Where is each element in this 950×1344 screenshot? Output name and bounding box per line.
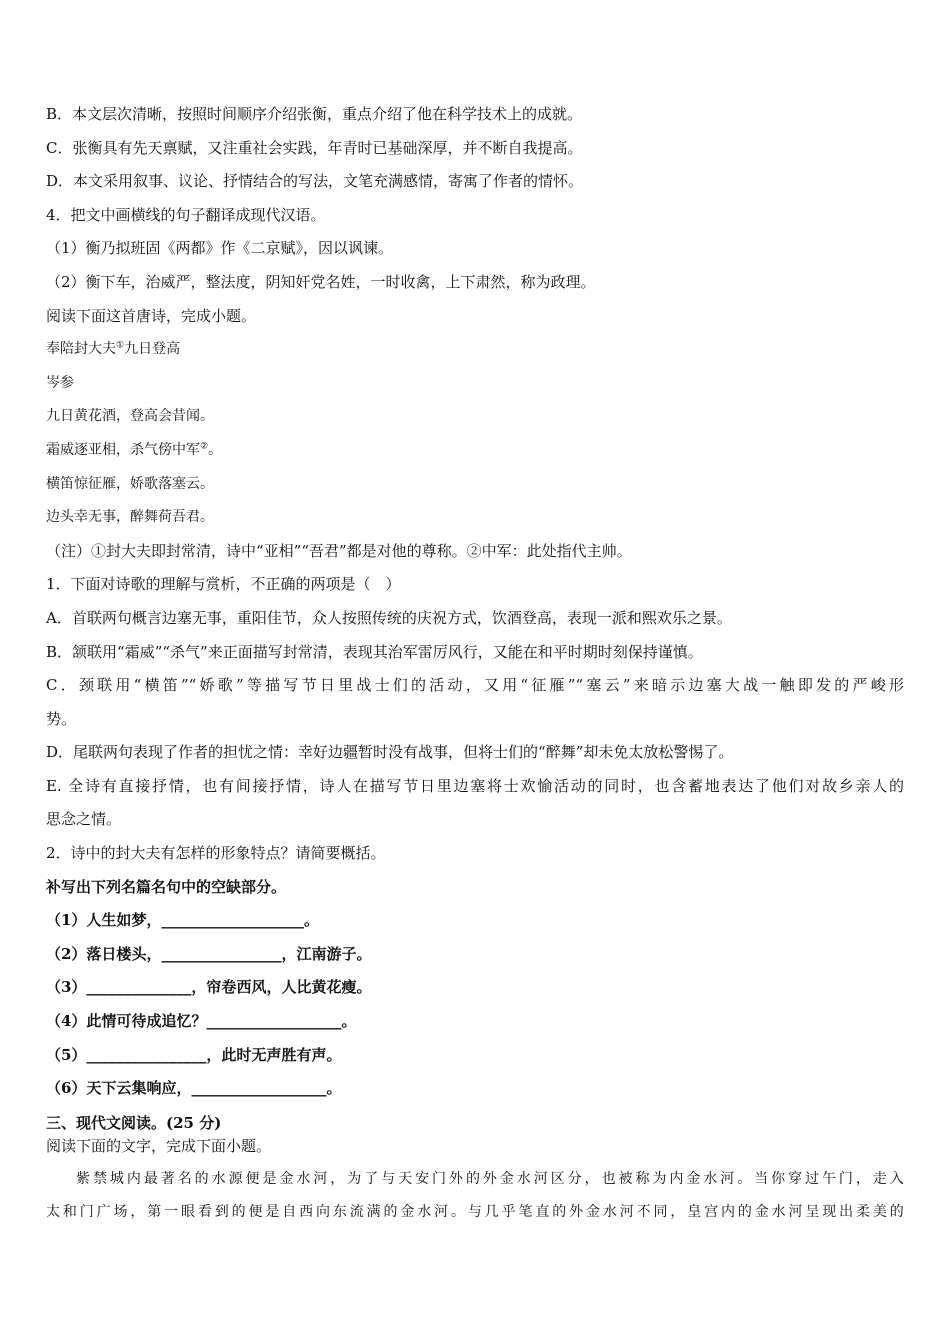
poem-note: （注）①封大夫即封常清，诗中“亚相”“吾君”都是对他的尊称。②中军：此处指代主帅。	[46, 541, 632, 560]
question-4-sentence-2: （2）衡下车，治威严，整法度，阴知奸党名姓，一时收禽，上下肃然，称为政理。	[46, 272, 596, 291]
poem-option-e-line-2: 思念之情。	[46, 810, 122, 829]
article-paragraph-1-line-1: 紫禁城内最著名的水源便是金水河，为了与天安门外的外金水河区分，也被称为内金水河。当你穿过午门，走入	[76, 1170, 904, 1187]
poem-line-4: 边头幸无事，醉舞荷吾君。	[46, 509, 214, 526]
poem-option-c-line-2: 势。	[46, 709, 77, 728]
question-4-title: 4．把文中画横线的句子翻译成现代汉语。	[46, 205, 326, 224]
fill-blank-item-5: （5）________________，此时无声胜有声。	[46, 1045, 342, 1064]
poem-line-3: 横笛惊征雁，娇歌落塞云。	[46, 475, 214, 492]
fill-blank-item-2: （2）落日楼头，________________，江南游子。	[46, 944, 372, 963]
fill-blank-item-6: （6）天下云集响应，__________________。	[46, 1079, 342, 1098]
poem-option-a: A．首联两句概言边塞无事，重阳佳节，众人按照传统的庆祝方式，饮酒登高，表现一派和熙欢乐之景。	[46, 608, 732, 627]
poem-question-1-title: 1．下面对诗歌的理解与赏析，不正确的两项是（ ）	[46, 575, 401, 594]
poem-title	[46, 333, 904, 367]
article-paragraph-1-line-2: 太和门广场，第一眼看到的便是自西向东流满的金水河。与几乎笔直的外金水河不同，皇宫内的金水河呈现出柔美的	[46, 1204, 904, 1221]
poem-line-1: 九日黄花酒，登高会昔闻。	[46, 408, 214, 425]
poem-line-2-end: 。	[208, 441, 223, 458]
poem-option-e-line-1: E. 全诗有直接抒情，也有间接抒情，诗人在描写节日里边塞将士欢愉活动的同时，也含蓄地表达了他们对故乡亲人的	[46, 776, 904, 795]
poem-option-d: D．尾联两句表现了作者的担忧之情：幸好边疆暂时没有战事，但将士们的“醉舞”却未免太放松警惕了。	[46, 743, 734, 762]
poem-title-note-mark: ①	[116, 340, 125, 351]
option-c-prev: C．张衡具有先天禀赋，又注重社会实践，年青时已基础深厚，并不断自我提高。	[46, 138, 583, 157]
poem-line-2-text: 霜威逐亚相，杀气傍中军	[46, 441, 200, 458]
section-3-title: 三、现代文阅读。(25 分)	[46, 1113, 222, 1132]
poem-title-part-2: 九日登高	[124, 341, 181, 358]
fill-blank-title: 补写出下列名篇名句中的空缺部分。	[46, 877, 287, 896]
question-4-sentence-1: （1）衡乃拟班固《两都》作《二京赋》，因以讽谏。	[46, 239, 394, 258]
fill-blank-item-1: （1）人生如梦，___________________。	[46, 911, 319, 930]
poem-line-2-note-mark: ②	[200, 441, 209, 452]
option-b-prev: B．本文层次清晰，按照时间顺序介绍张衡，重点介绍了他在科学技术上的成就。	[46, 105, 583, 123]
fill-blank-item-4: （4）此情可待成追忆？__________________。	[46, 1012, 357, 1031]
poem-option-c-line-1: C．颈联用“横笛”“娇歌”等描写节日里战士们的活动，又用“征雁”“塞云”来暗示边塞大战一触即发的严峻形	[46, 676, 904, 695]
poem-intro: 阅读下面这首唐诗，完成小题。	[46, 306, 257, 325]
document-page	[46, 98, 904, 1230]
poem-option-b: B．颔联用“霜威”“杀气”来正面描写封常清，表现其治军雷厉风行，又能在和平时期时刻保持谨慎。	[46, 642, 703, 661]
poem-author: 岑参	[46, 374, 74, 391]
section-3-intro: 阅读下面的文字，完成下面小题。	[46, 1136, 272, 1155]
poem-title-part-1: 奉陪封大夫	[46, 341, 116, 358]
poem-line-2	[46, 434, 904, 468]
poem-question-2: 2．诗中的封大夫有怎样的形象特点？请简要概括。	[46, 844, 386, 863]
fill-blank-item-3: （3）______________，帘卷西风，人比黄花瘦。	[46, 978, 372, 997]
option-d-prev: D．本文采用叙事、议论、抒情结合的写法，文笔充满感情，寄寓了作者的情怀。	[46, 172, 584, 191]
